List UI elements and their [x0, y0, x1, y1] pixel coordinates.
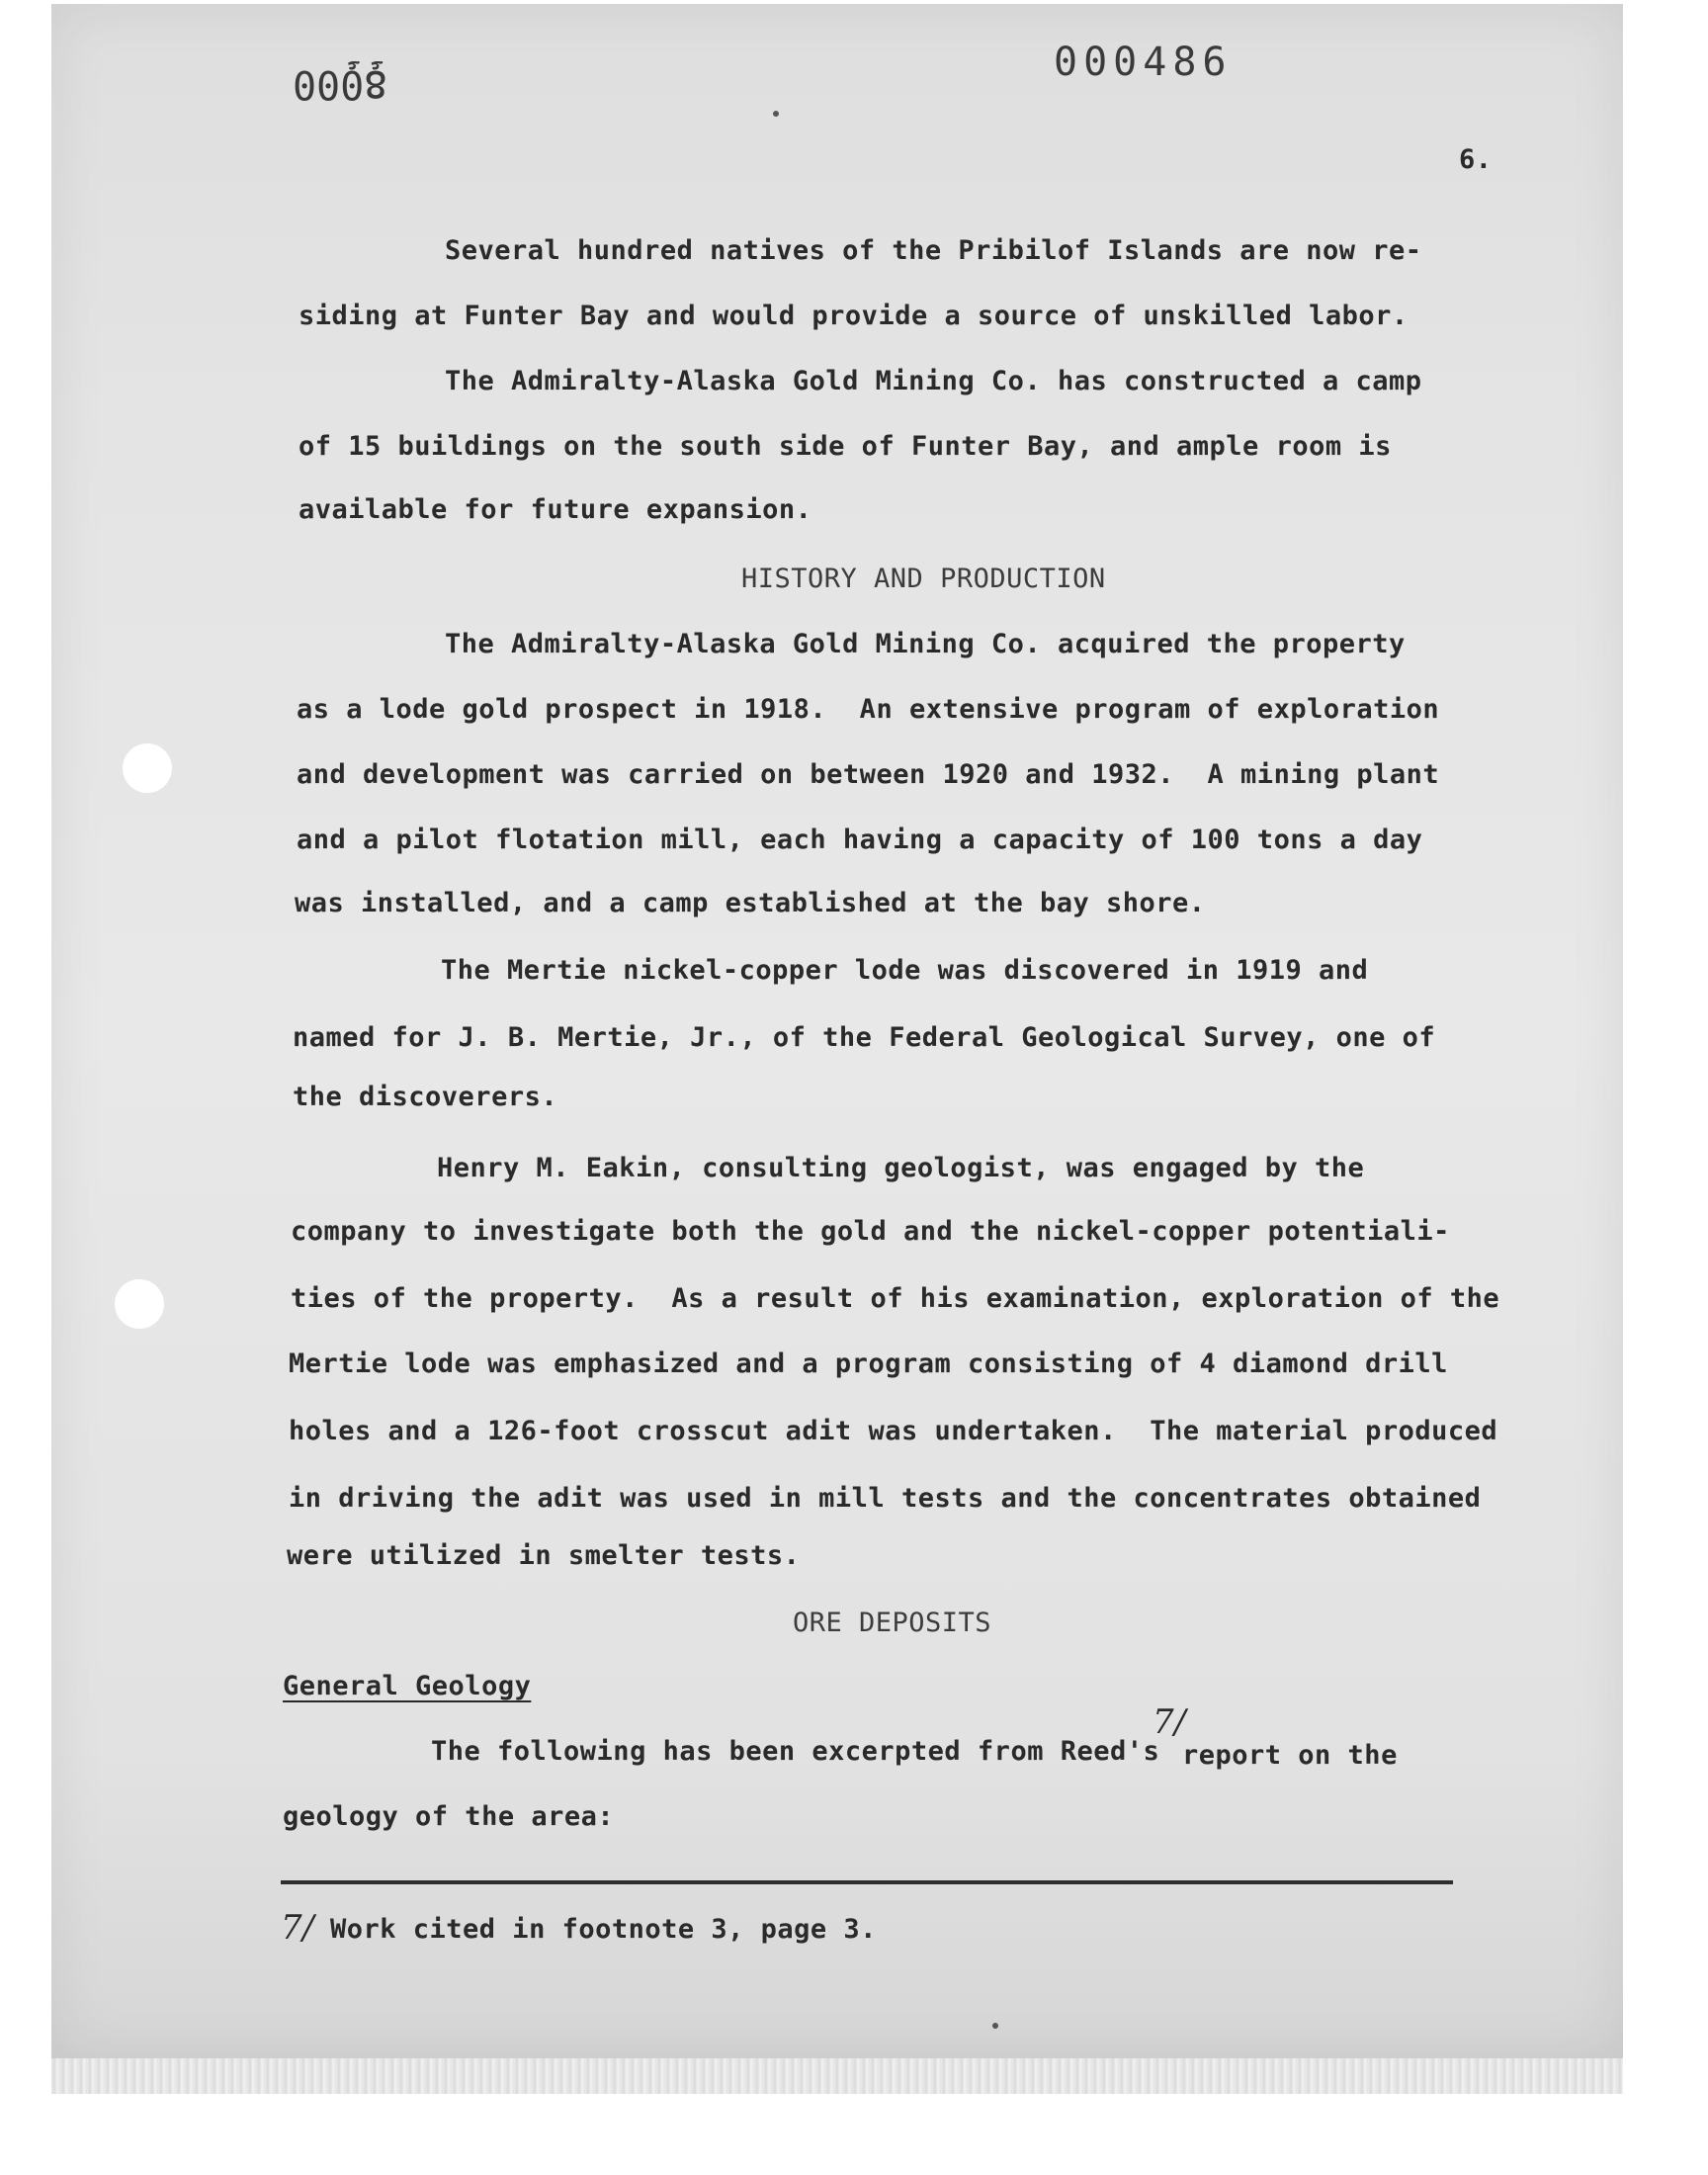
section-heading-history: HISTORY AND PRODUCTION: [741, 564, 1106, 594]
body-line: ties of the property. As a result of his examination, exploration of the: [291, 1283, 1500, 1314]
section-heading-ore-deposits: ORE DEPOSITS: [793, 1608, 992, 1638]
speck: [992, 2023, 998, 2029]
body-line: and development was carried on between 1920 and 1932. A mining plant: [297, 759, 1440, 790]
body-line: were utilized in smelter tests.: [287, 1540, 801, 1571]
body-line: in driving the adit was used in mill tests and the concentrates obtained: [289, 1483, 1482, 1514]
stamp-number-left: ٟ8ٟ000: [293, 61, 387, 107]
body-line: of 15 buildings on the south side of Funter Bay, and ample room is: [299, 431, 1392, 462]
subheading-general-geology: General Geology: [283, 1671, 532, 1701]
footnote-text: Work cited in footnote 3, page 3.: [330, 1914, 877, 1945]
body-line: available for future expansion.: [299, 494, 812, 525]
body-line: was installed, and a camp established at the bay shore.: [295, 888, 1206, 918]
body-line: named for J. B. Mertie, Jr., of the Federal Geological Survey, one of: [293, 1022, 1436, 1053]
body-line: as a lode gold prospect in 1918. An extensive program of exploration: [297, 694, 1440, 725]
stamp-number-right: 000486: [1054, 40, 1233, 85]
footnote-mark: 7/: [281, 1908, 315, 1948]
speck: [773, 111, 779, 117]
body-line: The Admiralty-Alaska Gold Mining Co. has constructed a camp: [445, 366, 1422, 396]
page-number: 6.: [1459, 144, 1493, 175]
body-line: the discoverers.: [293, 1082, 558, 1112]
body-line: The following has been excerpted from Reed's: [431, 1736, 1160, 1767]
body-line: report on the: [1182, 1740, 1398, 1771]
scan-edge-artifact: [51, 2058, 1623, 2094]
footnote-separator-rule: [281, 1880, 1453, 1884]
body-line: geology of the area:: [283, 1801, 615, 1832]
body-line: and a pilot flotation mill, each having a capacity of 100 tons a day: [297, 825, 1423, 855]
punch-hole-bottom: [115, 1279, 164, 1329]
punch-hole-top: [123, 743, 172, 793]
body-line: Several hundred natives of the Pribilof Islands are now re-: [445, 235, 1422, 266]
body-line: The Mertie nickel-copper lode was discovered in 1919 and: [441, 955, 1369, 986]
body-line: Mertie lode was emphasized and a program consisting of 4 diamond drill: [289, 1348, 1448, 1379]
body-line: company to investigate both the gold and the nickel-copper potentiali-: [291, 1216, 1450, 1247]
body-line: siding at Funter Bay and would provide a source of unskilled labor.: [299, 301, 1409, 331]
body-line: The Admiralty-Alaska Gold Mining Co. acquired the property: [445, 629, 1406, 659]
body-line: Henry M. Eakin, consulting geologist, was engaged by the: [437, 1153, 1365, 1183]
footnote-reference: 7/: [1153, 1702, 1187, 1742]
body-line: holes and a 126-foot crosscut adit was undertaken. The material produced: [289, 1416, 1498, 1446]
